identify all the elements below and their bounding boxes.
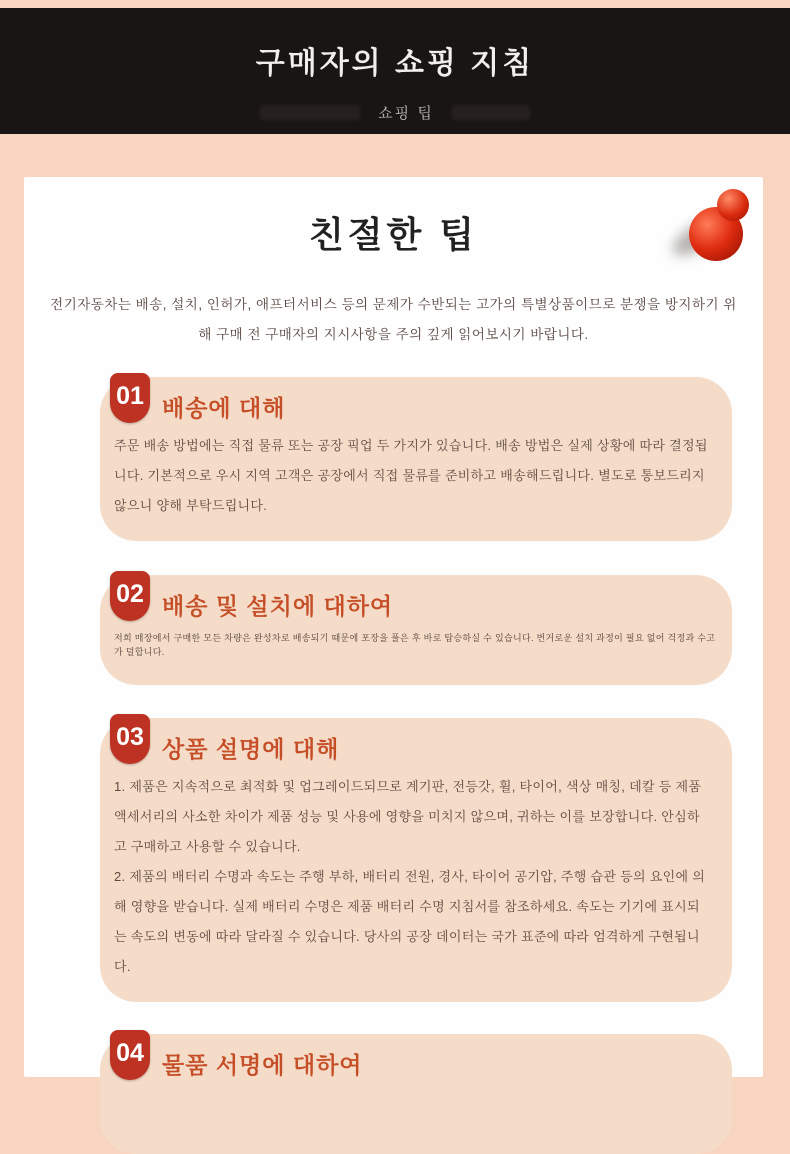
section-body xyxy=(100,764,732,1002)
section-list xyxy=(100,377,732,1154)
section-item-signing xyxy=(100,1034,732,1154)
section-paragraph: 주문 배송 방법에는 직접 물류 또는 공장 픽업 두 가지가 있습니다. 배송 방법은 실제 상황에 따라 결정됩니다. 기본적으로 우시 지역 고객은 공장에서 직접 물류를 준비하고 배송해드립니다. 별도로 통보드리지 않으니 양해 부탁드립니다. xyxy=(114,438,708,513)
redacted-text-left xyxy=(260,105,360,120)
section-paragraph: 2. 제품의 배터리 수명과 속도는 주행 부하, 배터리 전원, 경사, 타이어 공기압, 주행 습관 등의 요인에 의해 영향을 받습니다. 실제 배터리 수명은 제품 배터리 수명 지침서를 참조하세요. 속도는 기기에 표시되는 속도의 변동에 따라 달라질 수 있습니다. 당사의 공장 데이터는 국가 표준에 따라 엄격하게 구현됩니다. xyxy=(114,869,706,974)
section-delivery-installation xyxy=(100,575,732,685)
section-paragraph: 1. 제품은 지속적으로 최적화 및 업그레이드되므로 계기판, 전등갓, 휠, 타이어, 색상 매칭, 데칼 등 제품 액세서리의 사소한 차이가 제품 성능 및 사용에 영향을 미치지 않으며, 귀하는 이를 보장합니다. 안심하고 구매하고 사용할 수 있습니다. xyxy=(114,779,702,854)
section-title: 배송 및 설치에 대하여 xyxy=(162,593,394,619)
page-banner xyxy=(0,8,790,134)
page-title: 구매자의 쇼핑 지침 xyxy=(255,47,535,80)
tips-card xyxy=(24,177,763,1077)
section-number-badge: 03 xyxy=(110,714,150,764)
section-number-badge: 02 xyxy=(110,571,150,621)
intro-paragraph: 전기자동차는 배송, 설치, 인허가, 애프터서비스 등의 문제가 수반되는 고가의 특별상품이므로 분쟁을 방지하기 위해 구매 전 구매자의 지시사항을 주의 깊게 읽어보시기 바랍니다. xyxy=(50,297,737,342)
section-delivery xyxy=(100,377,732,541)
card-heading: 친절한 팁 xyxy=(308,214,479,255)
banner-subtitle-row xyxy=(0,102,790,123)
redacted-text-right xyxy=(452,105,530,120)
section-paragraph: 저희 매장에서 구매한 모든 차량은 완성차로 배송되기 때문에 포장을 풀은 후 바로 탑승하실 수 있습니다. 번거로운 설치 과정이 필요 없어 걱정과 수고가 덜합니다. xyxy=(114,633,716,657)
banner-subtitle: 쇼핑 팁 xyxy=(378,105,434,122)
section-title: 물품 서명에 대하여 xyxy=(162,1052,363,1078)
section-body xyxy=(100,423,732,541)
section-body xyxy=(100,621,732,685)
section-title: 상품 설명에 대해 xyxy=(162,736,340,762)
pushpin-cap xyxy=(717,189,749,221)
section-product-description xyxy=(100,718,732,1002)
section-number-badge: 04 xyxy=(110,1030,150,1080)
red-pushpin-icon xyxy=(677,189,757,269)
section-title: 배송에 대해 xyxy=(162,395,286,421)
section-number-badge: 01 xyxy=(110,373,150,423)
